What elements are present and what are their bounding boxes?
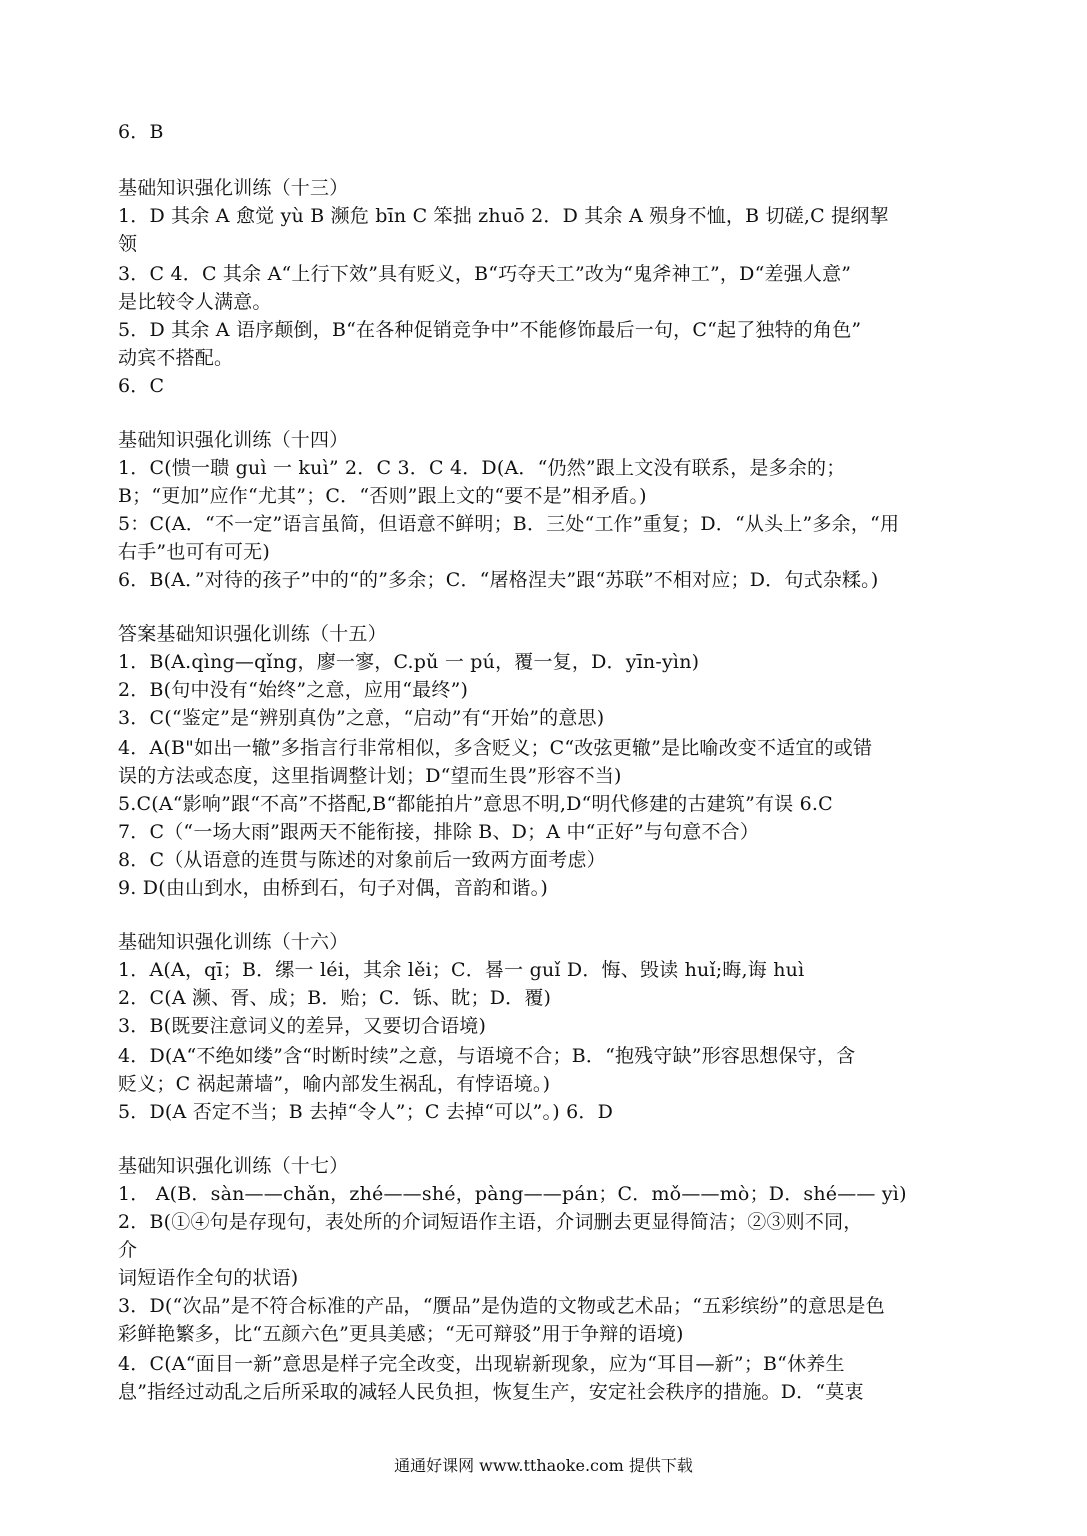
text-line: 1．B(A.qìng—qǐng，廖一寥，C.pǔ 一 pú，覆一复，D．yīn-yìn) [118, 651, 700, 673]
text-line: 1．A(A，qī；B．缧一 léi，其余 lěi；C．晷一 guǐ D．悔、毁读 huǐ;晦,诲 huì [118, 959, 805, 981]
section-heading: 基础知识强化训练（十四） [118, 429, 349, 451]
text-line: 4．A(B"如出一辙”多指言行非常相似，多含贬义；C“改弦更辙”是比喻改变不适宜的或错 [118, 737, 873, 759]
text-line: 领 [118, 233, 138, 255]
text-line: 1．D 其余 A 愈觉 yù B 濒危 bīn C 笨拙 zhuō 2．D 其余 A 殒身不恤，B 切磋,C 提纲挈 [118, 205, 889, 227]
text-line: 3．C(“鉴定”是“辨别真伪”之意，“启动”有“开始”的意思) [118, 707, 605, 729]
text-line: 3．B(既要注意词义的差异，又要切合语境) [118, 1015, 487, 1037]
text-line: 5．D(A 否定不当；B 去掉“令人”；C 去掉“可以”。) 6．D [118, 1101, 614, 1123]
text-line: 6．B [118, 121, 164, 143]
text-line: 6．B(A．”对待的孩子”中的“的”多余；C．“屠格涅夫”跟“苏联”不相对应；D．句式杂糅。) [118, 569, 879, 591]
text-line: 3．C 4．C 其余 A“上行下效”具有贬义，B“巧夺天工”改为“鬼斧神工”，D“差强人意” [118, 263, 852, 285]
text-line: 5.C(A“影响”跟“不高”不搭配,B“都能拍片”意思不明,D“明代修建的古建筑”有误 6.C [118, 793, 833, 815]
text-line: 3．D(“次品”是不符合标准的产品，“赝品”是伪造的文物或艺术品；“五彩缤纷”的意思是色 [118, 1295, 885, 1317]
page-footer: 通通好课网 www.tthaoke.com 提供下载 [394, 1456, 693, 1475]
text-line: 彩鲜艳繁多，比“五颜六色”更具美感；“无可辩驳”用于争辩的语境) [118, 1323, 684, 1345]
text-line: 1．C(愦一聩 guì 一 kuì” 2．C 3．C 4．D(A．“仍然”跟上文没有联系，是多余的； [118, 457, 846, 479]
text-line: 介 [118, 1239, 138, 1261]
text-line: 误的方法或态度，这里指调整计划；D“望而生畏”形容不当) [118, 765, 622, 787]
section-heading: 答案基础知识强化训练（十五） [118, 623, 387, 645]
section-heading: 基础知识强化训练（十七） [118, 1155, 349, 1177]
text-line: 4．C(A“面目一新”意思是样子完全改变，出现崭新现象，应为“耳目—新”；B“休养生 [118, 1353, 845, 1375]
text-line: 1． A(B．sàn——chǎn，zhé——shé，pàng——pán；C．mǒ——mò；D．shé—— yì) [118, 1183, 907, 1205]
text-line: 8．C（从语意的连贯与陈述的对象前后一致两方面考虑） [118, 849, 606, 871]
text-line: 4．D(A“不绝如缕”含“时断时续”之意，与语境不合；B．“抱残守缺”形容思想保守，含 [118, 1045, 856, 1067]
text-line: 词短语作全句的状语) [118, 1267, 299, 1289]
text-line: 贬义；C 祸起萧墙”，喻内部发生祸乱，有悖语境。) [118, 1073, 551, 1095]
section-heading: 基础知识强化训练（十六） [118, 931, 349, 953]
text-line: 2．C(A 濒、胥、成；B．贻；C．铄、眈；D．覆) [118, 987, 552, 1009]
text-line: 动宾不搭配。 [118, 347, 234, 369]
text-line: 息”指经过动乱之后所采取的减轻人民负担，恢复生产，安定社会秩序的措施。D．“莫衷 [118, 1381, 864, 1403]
text-line: 7．C（“一场大雨”跟两天不能衔接，排除 B、D；A 中“正好”与句意不合） [118, 821, 760, 843]
section-heading: 基础知识强化训练（十三） [118, 177, 349, 199]
text-line: 是比较令人满意。 [118, 291, 272, 313]
text-line: 2．B(句中没有“始终”之意，应用“最终”) [118, 679, 469, 701]
text-line: 5：C(A．“不一定”语言虽简，但语意不鲜明；B．三处“工作”重复；D．“从头上”多余，“用 [118, 513, 900, 535]
text-line: 6．C [118, 375, 165, 397]
text-line: 9. D(由山到水，由桥到石，句子对偶，音韵和谐。) [118, 877, 548, 899]
text-line: 2．B(①④句是存现句，表处所的介词短语作主语，介词删去更显得简洁；②③则不同， [118, 1211, 863, 1233]
text-line: 5．D 其余 A 语序颠倒，B“在各种促销竞争中”不能修饰最后一句，C“起了独特的角色” [118, 319, 862, 341]
text-line: 右手”也可有可无) [118, 541, 270, 563]
text-line: B；“更加”应作“尤其”；C．“否则”跟上文的“要不是”相矛盾。) [118, 485, 647, 507]
